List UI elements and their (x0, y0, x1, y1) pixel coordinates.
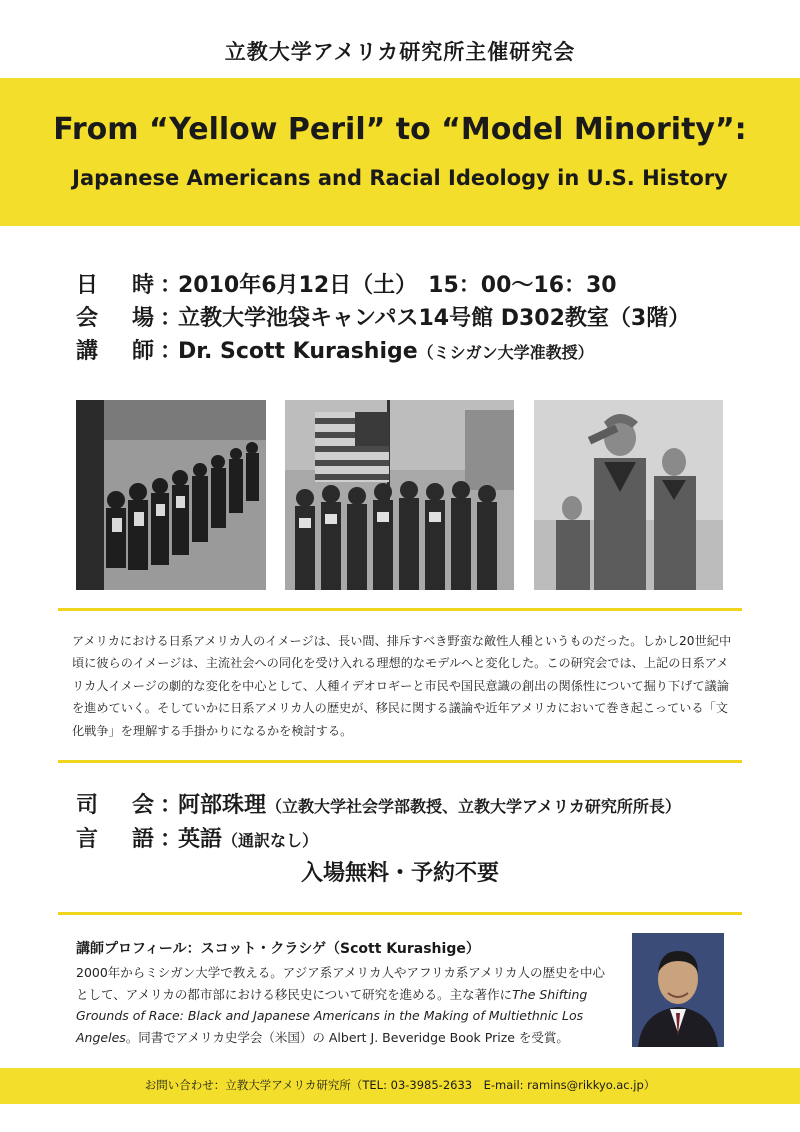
profile-text (76, 962, 616, 1048)
language-value: 英語 (178, 827, 223, 852)
moderator-name: 阿部珠理 (178, 793, 267, 818)
language-row (76, 822, 318, 853)
profile-text-intro: 2000年からミシガン大学で教える。アジア系アメリカ人やアフリカ系アメリカ人の歴史を中心として、アメリカの都市部における移民史について研究を進める。主な著作に (76, 965, 605, 1002)
date-value: 2010年6月12日（土） 15：00～16：30 (178, 273, 617, 298)
photo-flag-pledge (285, 400, 514, 590)
organizer-heading: 立教大学アメリカ研究所主催研究会 (224, 40, 576, 64)
divider-middle (58, 760, 742, 763)
venue-value: 立教大学池袋キャンパス14号館 D302教室（3階） (178, 306, 691, 331)
profile-text-award: 。同書でアメリカ史学会（米国）の Albert J. Beveridge Book Prize を受賞。 (125, 1029, 569, 1045)
speaker-name: Dr. Scott Kurashige (178, 339, 418, 364)
language-label: 言 語： (76, 827, 189, 852)
moderator-affiliation: （立教大学社会学部教授、立教大学アメリカ研究所所長） (266, 797, 681, 816)
moderator-label: 司 会： (76, 793, 189, 818)
speaker-affiliation: （ミシガン大学准教授） (417, 343, 594, 362)
moderator-row (76, 788, 681, 819)
event-subtitle: Japanese Americans and Racial Ideology in U.S. History (72, 166, 728, 190)
photo-scouts-salute (534, 400, 723, 590)
divider-top (58, 608, 742, 611)
date-label: 日 時： (76, 273, 189, 298)
profile-heading: 講師プロフィール：スコット・クラシゲ（Scott Kurashige） (76, 941, 480, 957)
venue-row (76, 301, 690, 332)
divider-bottom (58, 912, 742, 915)
event-description: アメリカにおける日系アメリカ人のイメージは、長い間、排斥すべき野蛮な敵性人種というものだった。しかし20世紀中頃に彼らのイメージは、主流社会への同化を受け入れる理想的なモデルへと変化した。この研究会では、上記の日系アメリカ人イメージの劇的な変化を中心として、人種イデオロギーと市民や国民意識の創出の関係性について掘り下げて議論を進めていく。そしていかに日系アメリカ人の歴史が、移民に関する議論や近年アメリカにおいて巻き起こっている「文化戦争」を理解する手掛かりになるかを検討する。 (72, 634, 732, 738)
speaker-row (76, 334, 594, 365)
speaker-label: 講 師： (76, 339, 189, 364)
admission-note: 入場無料・予約不要 (300, 861, 499, 886)
contact-info: お問い合わせ：立教大学アメリカ研究所（TEL: 03-3985-2633 E-mail: ramins@rikkyo.ac.jp） (144, 1078, 656, 1092)
venue-label: 会 場： (76, 306, 189, 331)
title-band (0, 78, 800, 226)
photo-children-line (76, 400, 266, 590)
language-note: （通訳なし） (222, 831, 319, 850)
speaker-portrait (632, 933, 724, 1047)
book-title: The Shifting Grounds of Race: Black and Japanese Americans in the Making of Multiethnic Los Angeles (76, 986, 588, 1045)
date-row (76, 268, 617, 299)
event-title: From “Yellow Peril” to “Model Minority”: (53, 112, 747, 147)
